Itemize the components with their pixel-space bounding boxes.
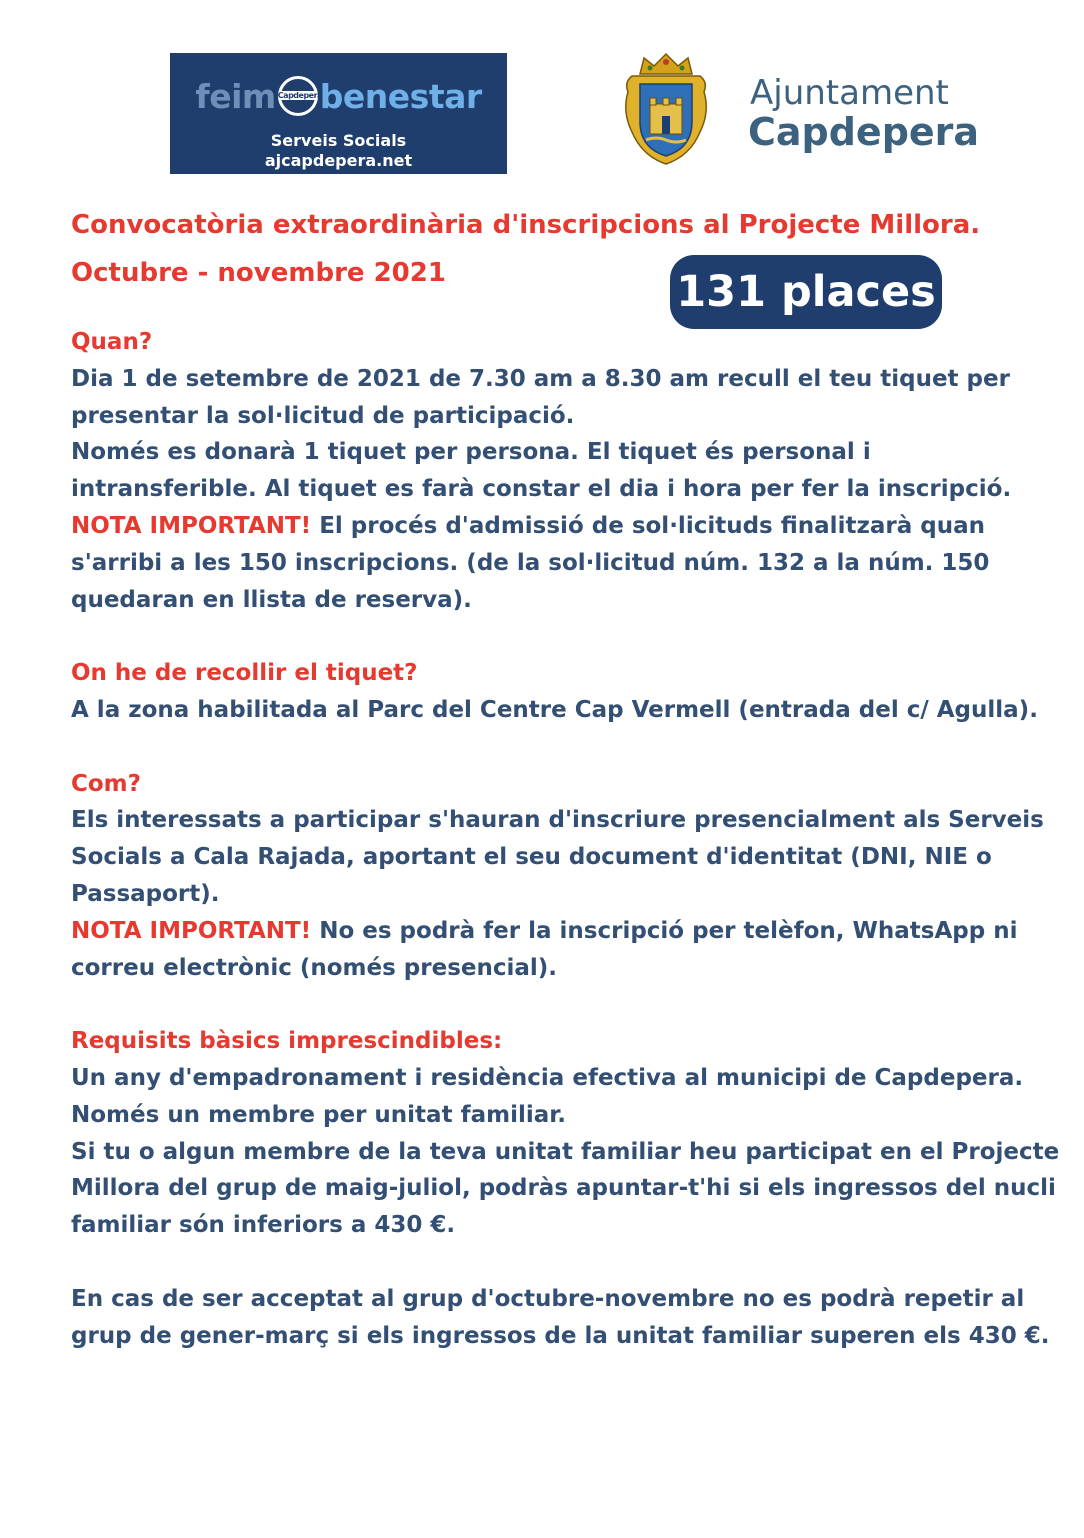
ajuntament-label: Ajuntament	[750, 73, 949, 113]
logo-subtitle-serveis: Serveis Socials	[270, 131, 407, 150]
final-paragraph: En cas de ser acceptat al grup d'octubre-novembre no es podrà repetir al grup de gener-març si els ingressos de la unitat familiar superen els 430 €.	[71, 1285, 1050, 1349]
title-line-1: Convocatòria extraordinària d'inscripcions al Projecte Millora.	[71, 210, 981, 240]
capdepera-badge-icon	[277, 76, 322, 116]
requisits-paragraph-3: Si tu o algun membre de la teva unitat familiar heu participat en el Projecte Millora del grup de maig-juliol, podràs apuntar-t'hi si els ingressos del nucli familiar són inferiors a 430 €.	[71, 1138, 1060, 1239]
section-heading-com: Com?	[71, 770, 141, 797]
logo-brand	[170, 77, 507, 116]
capdepera-label: Capdepera	[748, 110, 980, 154]
logo-subtitle-website: ajcapdepera.net	[264, 151, 413, 170]
requisits-paragraph-2: Només un membre per unitat familiar.	[71, 1101, 567, 1128]
requisits-paragraph-1: Un any d'empadronament i residència efectiva al municipi de Capdepera.	[71, 1064, 1024, 1091]
places-badge: 131 places	[670, 255, 942, 329]
note-text: El procés d'admissió de sol·licituds finalitzarà quan s'arribi a les 150 inscripcions. (de la sol·licitud núm. 132 a la núm. 150 quedaran en llista de reserva).	[71, 512, 990, 613]
feim-benestar-logo	[170, 53, 507, 174]
section-heading-on: On he de recollir el tiquet?	[71, 660, 418, 687]
note-label: NOTA IMPORTANT!	[71, 512, 312, 539]
quan-paragraph-2: Només es donarà 1 tiquet per persona. El tiquet és personal i intransferible. Al tiquet es farà constar el dia i hora per fer la inscripció.	[71, 439, 1012, 503]
on-paragraph-1: A la zona habilitada al Parc del Centre Cap Vermell (entrada del c/ Agulla).	[71, 696, 1038, 723]
main-content	[71, 324, 1061, 1354]
section-heading-requisits: Requisits bàsics imprescindibles:	[71, 1028, 503, 1055]
quan-paragraph-1: Dia 1 de setembre de 2021 de 7.30 am a 8.30 am recull el teu tiquet per presentar la sol·licitud de participació.	[71, 365, 1010, 429]
section-heading-quan: Quan?	[71, 329, 153, 355]
com-note	[71, 913, 1061, 987]
coat-of-arms-icon	[622, 52, 710, 168]
logo-brand-benestar: benestar	[319, 77, 482, 116]
com-paragraph-1: Els interessats a participar s'hauran d'inscriure presencialment als Serveis Socials a Cala Rajada, aportant el seu document d'identitat (DNI, NIE o Passaport).	[71, 807, 1044, 907]
note-label: NOTA IMPORTANT!	[71, 917, 312, 944]
title-line-2: Octubre - novembre 2021	[71, 258, 446, 288]
logo-brand-feim: feim	[195, 77, 276, 116]
quan-note	[71, 508, 1061, 618]
note-text: No es podrà fer la inscripció per telèfon, WhatsApp ni correu electrònic (només presencial).	[71, 917, 1018, 981]
badge-text: Capdepera	[277, 90, 322, 100]
